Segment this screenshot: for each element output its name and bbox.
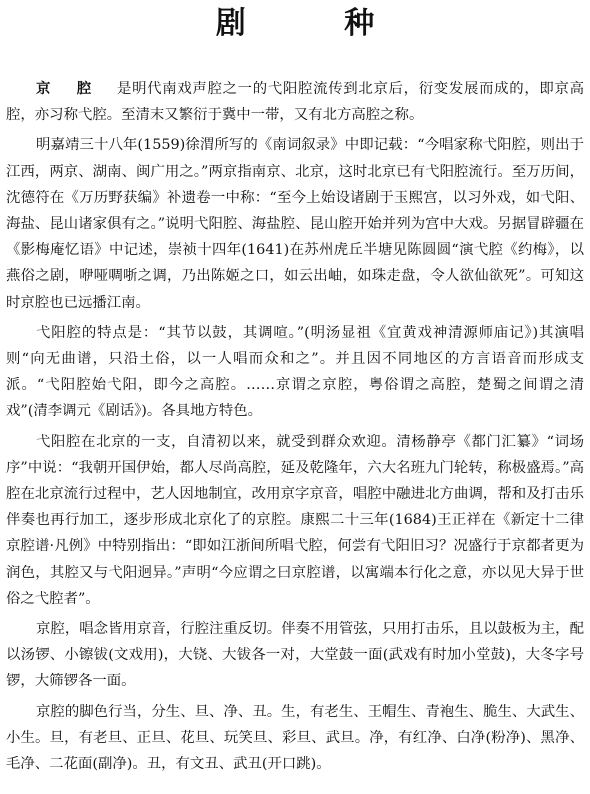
paragraph-history: 明嘉靖三十八年(1559)徐渭所写的《南词叙录》中即记载：“今唱家称弋阳腔，则出于江西，两京、湖南、闽广用之。”两京指南京、北京，这时北京已有弋阳腔流行。至万历间，沈德符在《万历野获编》补遗卷一中称：“至今上始设诸剧于玉熙宫，以习外戏，如弋阳、海盐、昆山诸家俱有之。”说明弋阳腔、海盐腔、昆山腔开始并列为宫中大戏。另据冒辟疆在《影梅庵忆语》中记述，崇祯十四年(1641)在苏州虎丘半塘见陈圆圆“演弋腔《约梅》，以燕俗之剧，咿哑啁哳之调，乃出陈姬之口，如云出岫，如珠走盘，令人欲仙欲死”。可知这时京腔也已远播江南。 [6,137,584,311]
page-title: 剧 种 [215,6,419,41]
article-body [6,76,584,781]
paragraph-jingqiang-definition [6,76,584,128]
paragraph-characteristics: 弋阳腔的特点是：“其节以鼓，其调喧。”(明汤显祖《宜黄戏神清源师庙记》)其演唱则“向无曲谱，只沿土俗，以一人唱而众和之”。并且因不同地区的方言语音而形成支派。“弋阳腔始弋阳，即今之高腔。……京谓之京腔，粤俗谓之高腔，楚蜀之间谓之清戏”(清李调元《剧话》)。各具地方特色。 [6,324,584,420]
paragraph-roles: 京腔的脚色行当，分生、旦、净、丑。生，有老生、王帽生、青袍生、脆生、大武生、小生。旦，有老旦、正旦、花旦、玩笑旦、彩旦、武旦。净，有红净、白净(粉净)、黑净、毛净、二花面(副净)。丑，有文丑、武丑(开口跳)。 [6,703,584,773]
paragraph-music: 京腔，唱念皆用京音，行腔注重反切。伴奏不用管弦，只用打击乐，且以鼓板为主，配以汤锣、小镲钹(文戏用)，大铙、大钹各一对，大堂鼓一面(武戏有时加小堂鼓)，大冬字号锣，大筛锣各一面。 [6,621,584,690]
paragraph-text: 是明代南戏声腔之一的弋阳腔流传到北京后，衍变发展而成的，即京高腔，亦习称弋腔。至清末又繁衍于冀中一带，又有北方高腔之称。 [6,81,584,124]
paragraph-beijing-branch: 弋阳腔在北京的一支，自清初以来，就受到群众欢迎。清杨静亭《都门汇纂》“词场序”中说：“我朝开国伊始，都人尽尚高腔，延及乾隆年，六大名班九门轮转，称极盛焉。”高腔在北京流行过程中，艺人因地制宜，改用京字京音，唱腔中融进北方曲调，帮和及打击乐伴奏也再行加工，逐步形成北京化了的京腔。康熙二十三年(1684)王正祥在《新定十二律京腔谱·凡例》中特别指出：“即如江浙间所唱弋腔，何尝有弋阳旧习？况盛行于京都者更为润色，其腔又与弋阳迥异。”声明“今应谓之曰京腔谱，以寓端本行化之意，亦以见大异于世俗之弋腔者”。 [6,433,584,607]
entry-term: 京 腔 [36,80,102,97]
